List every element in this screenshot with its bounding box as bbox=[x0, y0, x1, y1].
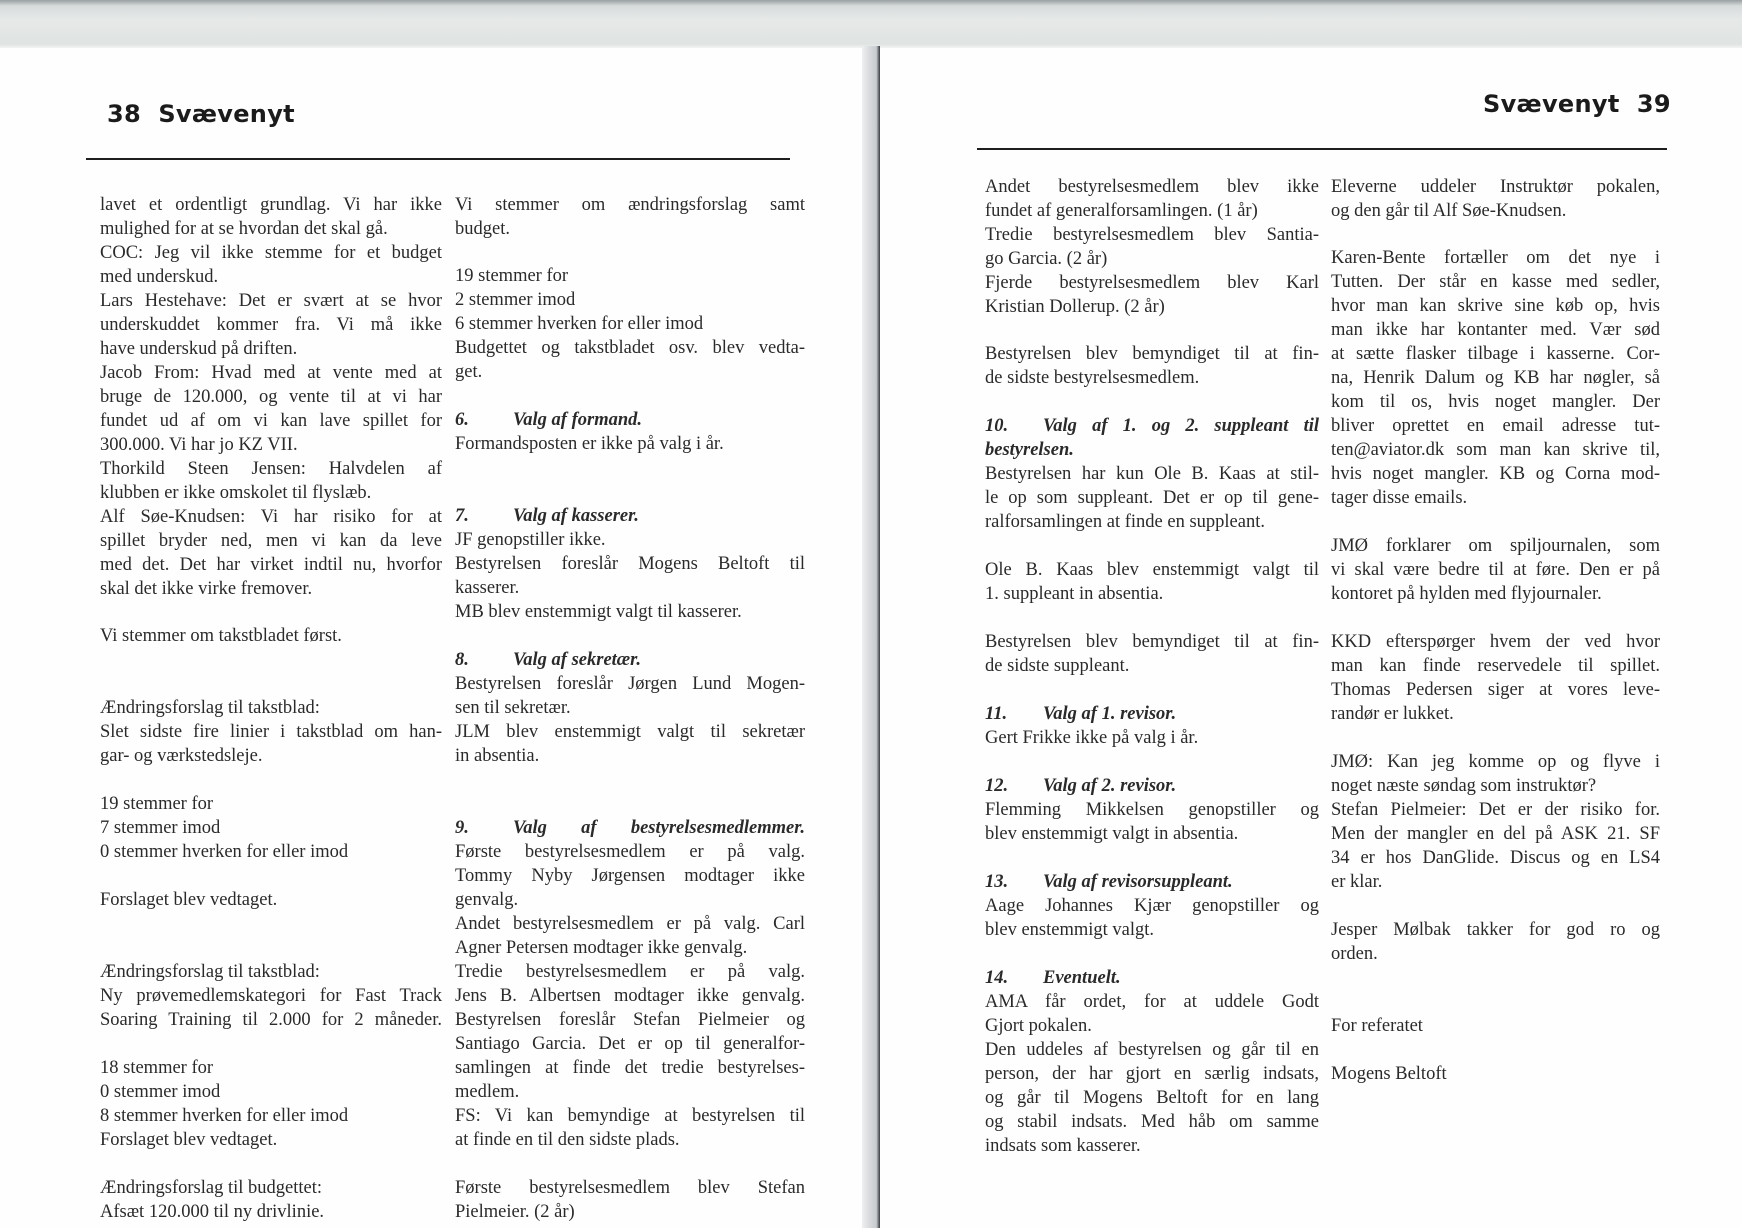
text-line: Den uddeles af bestyrelsen og går til en bbox=[985, 1040, 1319, 1060]
text-line: kasserer. bbox=[455, 578, 520, 598]
paragraph bbox=[1331, 1062, 1660, 1086]
text-line: man ikke har kontanter med. Vær sød bbox=[1331, 320, 1660, 340]
paragraph bbox=[985, 342, 1319, 390]
paragraph bbox=[100, 888, 442, 912]
paragraph bbox=[100, 696, 442, 768]
agenda-section bbox=[455, 816, 805, 1104]
text-line: Mogens Beltoft bbox=[1331, 1064, 1447, 1084]
text-line: Formandsposten er ikke på valg i år. bbox=[455, 434, 724, 454]
text-line: ten@aviator.dk som man kan skrive til, bbox=[1331, 440, 1660, 460]
text-line: Bestyrelsen foreslår Jørgen Lund Mogen- bbox=[455, 674, 805, 694]
text-line: kontoret på hylden med flyjournaler. bbox=[1331, 584, 1602, 604]
text-line: og den går til Alf Søe-Knudsen. bbox=[1331, 201, 1567, 221]
text-line: na, Henrik Dalum og KB har nøgler, så bbox=[1331, 368, 1660, 388]
text-line: JF genopstiller ikke. bbox=[455, 530, 606, 550]
text-line: AMA får ordet, for at uddele Godt bbox=[985, 992, 1319, 1012]
text-line: at finde en til den sidste plads. bbox=[455, 1130, 680, 1150]
text-line: 300.000. Vi har jo KZ VII. bbox=[100, 435, 298, 455]
section-number: 12. bbox=[985, 776, 1009, 796]
agenda-section bbox=[455, 648, 805, 768]
text-line: 7 stemmer imod bbox=[100, 818, 221, 838]
text-line: MB blev enstemmigt valgt til kasserer. bbox=[455, 602, 742, 622]
text-line: have underskud på driften. bbox=[100, 339, 298, 359]
magazine-title: Svævenyt bbox=[1483, 90, 1620, 118]
text-line: Første bestyrelsesmedlem er på valg. bbox=[455, 842, 805, 862]
text-line: JMØ: Kan jeg komme op og flyve i bbox=[1331, 752, 1660, 772]
text-line: blev enstemmigt valgt. bbox=[985, 920, 1155, 940]
text-line: Santiago Garcia. Det er op til generalfor- bbox=[455, 1034, 805, 1054]
text-line: Lars Hestehave: Det er svært at se hvor bbox=[100, 291, 442, 311]
paragraph bbox=[985, 630, 1319, 678]
section-heading bbox=[985, 870, 1319, 894]
text-line: get. bbox=[455, 362, 483, 382]
section-heading bbox=[455, 816, 805, 840]
section-heading bbox=[455, 408, 805, 432]
text-line: Budgettet og takstbladet osv. blev vedta- bbox=[455, 338, 805, 358]
text-line: underskuddet kommer fra. Vi må ikke bbox=[100, 315, 442, 335]
text-line: JLM blev enstemmigt valgt til sekretær bbox=[455, 722, 805, 742]
section-heading bbox=[985, 774, 1319, 798]
text-line: 19 stemmer for bbox=[455, 266, 569, 286]
text-line: medlem. bbox=[455, 1082, 520, 1102]
agenda-section bbox=[985, 414, 1319, 534]
page-number: 39 bbox=[1636, 90, 1671, 118]
text-line: tager disse emails. bbox=[1331, 488, 1468, 508]
text-line: kom til os, hvis noget mangler. Der bbox=[1331, 392, 1660, 412]
agenda-section bbox=[985, 702, 1319, 750]
paragraph bbox=[985, 175, 1319, 319]
paragraph bbox=[1331, 534, 1660, 606]
text-line: Bestyrelsen har kun Ole B. Kaas at stil- bbox=[985, 464, 1319, 484]
section-title: Eventuelt. bbox=[1043, 968, 1121, 988]
text-line: KKD efterspørger hvem der ved hvor bbox=[1331, 632, 1660, 652]
page-number: 38 bbox=[107, 100, 141, 128]
text-line: Soaring Training til 2.000 for 2 måneder. bbox=[100, 1010, 442, 1030]
text-line: Kristian Dollerup. (2 år) bbox=[985, 297, 1165, 317]
section-title: Valg af sekretær. bbox=[513, 650, 641, 670]
text-line: Tutten. Der står en kasse med sedler, bbox=[1331, 272, 1660, 292]
text-line: klubben er ikke omskolet til flyslæb. bbox=[100, 483, 372, 503]
section-title: Valg af formand. bbox=[513, 410, 643, 430]
text-line: Tommy Nyby Jørgensen modtager ikke bbox=[455, 866, 805, 886]
text-line: Thomas Pedersen siger at vores leve- bbox=[1331, 680, 1660, 700]
paragraph bbox=[1331, 246, 1660, 510]
text-line: 0 stemmer hverken for eller imod bbox=[100, 842, 349, 862]
agenda-section bbox=[455, 504, 805, 624]
text-line: 19 stemmer for bbox=[100, 794, 214, 814]
text-line: Gjort pokalen. bbox=[985, 1016, 1092, 1036]
text-line: Men der mangler en del på ASK 21. SF bbox=[1331, 824, 1660, 844]
text-line: ralforsamlingen at finde en suppleant. bbox=[985, 512, 1265, 532]
paragraph bbox=[455, 1176, 805, 1224]
paragraph bbox=[100, 792, 442, 864]
text-line: 6 stemmer hverken for eller imod bbox=[455, 314, 704, 334]
text-line: Aage Johannes Kjær genopstiller og bbox=[985, 896, 1319, 916]
text-line: Vi stemmer om takstbladet først. bbox=[100, 626, 342, 646]
text-line: Jens B. Albertsen modtager ikke genvalg. bbox=[455, 986, 805, 1006]
text-line: mulighed for at se hvordan det skal gå. bbox=[100, 219, 388, 239]
text-line: noget næste søndag som instruktør? bbox=[1331, 776, 1597, 796]
section-number: 8. bbox=[455, 650, 469, 670]
section-heading bbox=[455, 648, 805, 672]
text-line: Pielmeier. (2 år) bbox=[455, 1202, 575, 1222]
agenda-section bbox=[985, 774, 1319, 846]
text-line: Thorkild Steen Jensen: Halvdelen af bbox=[100, 459, 442, 479]
paragraph bbox=[100, 193, 442, 601]
text-line: For referatet bbox=[1331, 1016, 1423, 1036]
scanner-edge bbox=[0, 0, 1742, 48]
text-line: Stefan Pielmeier: Det er der risiko for. bbox=[1331, 800, 1660, 820]
text-line: Bestyrelsen foreslår Stefan Pielmeier og bbox=[455, 1010, 805, 1030]
section-title: Valg af 2. revisor. bbox=[1043, 776, 1177, 796]
text-line: spillet bryder ned, men vi kan da leve bbox=[100, 531, 442, 551]
paragraph bbox=[1331, 1014, 1660, 1038]
text-line: de sidste suppleant. bbox=[985, 656, 1130, 676]
text-line: Gert Frikke ikke på valg i år. bbox=[985, 728, 1199, 748]
agenda-section bbox=[985, 870, 1319, 942]
section-heading bbox=[455, 504, 805, 528]
text-line: Eleverne uddeler Instruktør pokalen, bbox=[1331, 177, 1660, 197]
text-line: og går til Mogens Beltoft for en lang bbox=[985, 1088, 1319, 1108]
agenda-section bbox=[985, 966, 1319, 1158]
text-line: er klar. bbox=[1331, 872, 1383, 892]
section-number: 11. bbox=[985, 704, 1008, 724]
text-line: Andet bestyrelsesmedlem er på valg. Carl bbox=[455, 914, 805, 934]
agenda-section bbox=[455, 408, 805, 456]
text-line: hvor man kan skrive sine køb op, hvis bbox=[1331, 296, 1660, 316]
text-line: de sidste bestyrelsesmedlem. bbox=[985, 368, 1200, 388]
text-line: sen til sekretær. bbox=[455, 698, 571, 718]
text-line: Tredie bestyrelsesmedlem er på valg. bbox=[455, 962, 805, 982]
text-line: bruge de 120.000, og vente til at vi har bbox=[100, 387, 442, 407]
text-line: Ny prøvemedlemskategori for Fast Track bbox=[100, 986, 442, 1006]
text-line: Forslaget blev vedtaget. bbox=[100, 1130, 278, 1150]
section-number: 6. bbox=[455, 410, 469, 430]
text-line: person, der har gjort en særlig indsats, bbox=[985, 1064, 1319, 1084]
text-line: vi skal være bedre til at føre. Den er på bbox=[1331, 560, 1660, 580]
section-title: Valg af bestyrelsesmedlemmer. bbox=[513, 818, 805, 838]
section-title: Valg af kasserer. bbox=[513, 506, 639, 526]
text-line: Agner Petersen modtager ikke genvalg. bbox=[455, 938, 748, 958]
text-line: 34 er hos DanGlide. Discus og en LS4 bbox=[1331, 848, 1660, 868]
text-line: gar- og værkstedsleje. bbox=[100, 746, 263, 766]
text-line: Afsæt 120.000 til ny drivlinie. bbox=[100, 1202, 325, 1222]
text-line: COC: Jeg vil ikke stemme for et budget bbox=[100, 243, 442, 263]
text-line: 1. suppleant in absentia. bbox=[985, 584, 1164, 604]
text-line: fundet af generalforsamlingen. (1 år) bbox=[985, 201, 1258, 221]
paragraph bbox=[455, 264, 805, 384]
text-line: go Garcia. (2 år) bbox=[985, 249, 1108, 269]
text-line: fundet ud af om vi kan lave spillet for bbox=[100, 411, 442, 431]
paragraph bbox=[100, 624, 442, 648]
section-heading bbox=[985, 702, 1319, 726]
text-line: man kan finde reservedele til spillet. bbox=[1331, 656, 1660, 676]
text-line: Fjerde bestyrelsesmedlem blev Karl bbox=[985, 273, 1319, 293]
text-line: JMØ forklarer om spiljournalen, som bbox=[1331, 536, 1660, 556]
text-line: Karen-Bente fortæller om det nye i bbox=[1331, 248, 1660, 268]
text-line: Jesper Mølbak takker for god ro og bbox=[1331, 920, 1660, 940]
section-number: 9. bbox=[455, 818, 469, 838]
text-line: hvis noget mangler. KB og Corna mod- bbox=[1331, 464, 1660, 484]
text-line: Ændringsforslag til takstblad: bbox=[100, 698, 320, 718]
text-line: 8 stemmer hverken for eller imod bbox=[100, 1106, 349, 1126]
text-line: og stabil indsats. Med håb om samme bbox=[985, 1112, 1319, 1132]
paragraph bbox=[1331, 630, 1660, 726]
text-line: Ændringsforslag til budgettet: bbox=[100, 1178, 322, 1198]
text-line: skal det ikke virke fremover. bbox=[100, 579, 313, 599]
text-line: Tredie bestyrelsesmedlem blev Santia- bbox=[985, 225, 1319, 245]
text-line: lavet et ordentligt grundlag. Vi har ikke bbox=[100, 195, 442, 215]
paragraph bbox=[985, 558, 1319, 606]
section-number: 14. bbox=[985, 968, 1009, 988]
text-line: FS: Vi kan bemyndige at bestyrelsen til bbox=[455, 1106, 805, 1126]
paragraph bbox=[100, 960, 442, 1032]
text-line: med underskud. bbox=[100, 267, 219, 287]
text-line: indsats som kasserer. bbox=[985, 1136, 1141, 1156]
section-title: Valg af revisorsuppleant. bbox=[1043, 872, 1233, 892]
paragraph bbox=[1331, 175, 1660, 223]
text-line: budget. bbox=[455, 219, 510, 239]
section-title: Valg af 1. og 2. suppleant til bbox=[1043, 416, 1319, 436]
text-line: bliver oprettet en email adresse tut- bbox=[1331, 416, 1660, 436]
text-line: Ole B. Kaas blev enstemmigt valgt til bbox=[985, 560, 1319, 580]
text-line: Slet sidste fire linier i takstblad om han- bbox=[100, 722, 442, 742]
paragraph bbox=[1331, 918, 1660, 966]
text-line: med det. Det har virket indtil nu, hvorfor bbox=[100, 555, 442, 575]
text-line: Bestyrelsen blev bemyndiget til at fin- bbox=[985, 632, 1319, 652]
text-line: Andet bestyrelsesmedlem blev ikke bbox=[985, 177, 1319, 197]
text-line: 2 stemmer imod bbox=[455, 290, 576, 310]
magazine-title: Svævenyt bbox=[158, 100, 295, 128]
header-rule bbox=[86, 158, 790, 160]
book-gutter bbox=[862, 46, 880, 1228]
text-line: Flemming Mikkelsen genopstiller og bbox=[985, 800, 1319, 820]
left-page-header bbox=[107, 100, 295, 128]
header-rule bbox=[977, 148, 1667, 150]
text-line: blev enstemmigt valgt in absentia. bbox=[985, 824, 1239, 844]
section-number: 7. bbox=[455, 506, 469, 526]
section-title-continued: bestyrelsen. bbox=[985, 440, 1074, 460]
text-line: randør er lukket. bbox=[1331, 704, 1454, 724]
text-line: samlingen at finde det tredie bestyrelses- bbox=[455, 1058, 805, 1078]
paragraph bbox=[100, 1176, 442, 1224]
section-number: 10. bbox=[985, 416, 1009, 436]
paragraph bbox=[455, 1104, 805, 1152]
paragraph bbox=[455, 193, 805, 241]
right-page-header bbox=[1483, 90, 1671, 118]
text-line: 0 stemmer imod bbox=[100, 1082, 221, 1102]
section-title: Valg af 1. revisor. bbox=[1043, 704, 1177, 724]
paragraph bbox=[100, 1056, 442, 1152]
text-line: Jacob From: Hvad med at vente med at bbox=[100, 363, 442, 383]
text-line: Forslaget blev vedtaget. bbox=[100, 890, 278, 910]
text-line: le op som suppleant. Det er op til gene- bbox=[985, 488, 1319, 508]
text-line: at sætte flasker tilbage i kasserne. Cor- bbox=[1331, 344, 1660, 364]
section-heading bbox=[985, 414, 1319, 438]
paragraph bbox=[1331, 750, 1660, 894]
text-line: orden. bbox=[1331, 944, 1378, 964]
text-line: Bestyrelsen foreslår Mogens Beltoft til bbox=[455, 554, 805, 574]
section-number: 13. bbox=[985, 872, 1009, 892]
text-line: Ændringsforslag til takstblad: bbox=[100, 962, 320, 982]
text-line: Første bestyrelsesmedlem blev Stefan bbox=[455, 1178, 805, 1198]
text-line: genvalg. bbox=[455, 890, 519, 910]
text-line: Alf Søe-Knudsen: Vi har risiko for at bbox=[100, 507, 442, 527]
text-line: 18 stemmer for bbox=[100, 1058, 214, 1078]
section-heading bbox=[985, 966, 1319, 990]
text-line: Vi stemmer om ændringsforslag samt bbox=[455, 195, 805, 215]
text-line: Bestyrelsen blev bemyndiget til at fin- bbox=[985, 344, 1319, 364]
text-line: in absentia. bbox=[455, 746, 540, 766]
